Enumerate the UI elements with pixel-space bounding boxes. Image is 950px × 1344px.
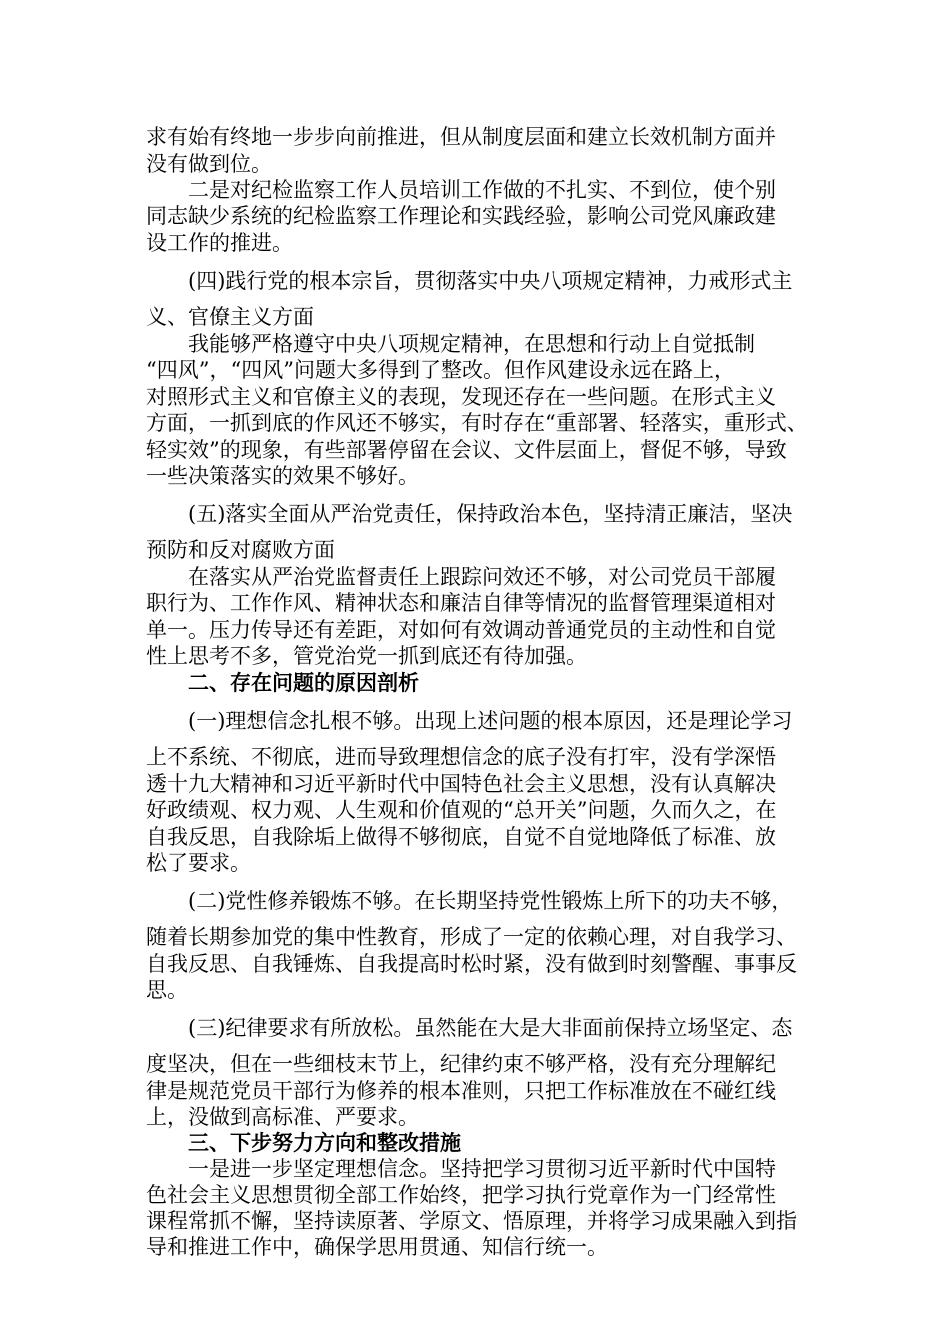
text-line: 随着长期参加党的集中性教育，形成了一定的依赖心理，对自我学习、 xyxy=(146,925,797,949)
text-line: 上，没做到高标准、严要求。 xyxy=(146,1105,419,1129)
text-line: 方面，一抓到底的作风还不够实，有时存在“重部署、轻落实，重形式、 xyxy=(146,411,808,435)
text-line: 色社会主义思想贯彻全部工作始终，把学习执行党章作为一门经常性 xyxy=(146,1183,776,1207)
chapter-heading: 二、存在问题的原因剖析 xyxy=(188,670,419,695)
text-line: (二)党性修养锻炼不够。在长期坚持党性锻炼上所下的功夫不够， xyxy=(188,889,793,913)
text-line: 我能够严格遵守中央八项规定精神，在思想和行动上自觉抵制 xyxy=(188,332,755,356)
text-line: 性上思考不多，管党治党一抓到底还有待加强。 xyxy=(146,644,587,668)
text-line: 同志缺少系统的纪检监察工作理论和实践经验，影响公司党风廉政建 xyxy=(146,204,776,228)
text-line: 一是进一步坚定理想信念。坚持把学习贯彻习近平新时代中国特 xyxy=(188,1157,776,1181)
text-line: 好政绩观、权力观、人生观和价值观的“总开关”问题，久而久之，在 xyxy=(146,798,777,822)
text-line: 对照形式主义和官僚主义的表现，发现还存在一些问题。在形式主义 xyxy=(146,385,776,409)
text-line: 课程常抓不懈，坚持读原著、学原文、悟原理，并将学习成果融入到指 xyxy=(146,1209,797,1233)
text-line: 松了要求。 xyxy=(146,851,251,875)
section-heading: 义、官僚主义方面 xyxy=(146,305,314,329)
text-line: 求有始有终地一步步向前推进，但从制度层面和建立长效机制方面并 xyxy=(146,125,776,149)
text-line: 一些决策落实的效果不够好。 xyxy=(146,464,419,488)
text-line: 职行为、工作作风、精神状态和廉洁自律等情况的监督管理渠道相对 xyxy=(146,591,776,615)
text-line: 律是规范党员干部行为修养的根本准则，只把工作标准放在不碰红线 xyxy=(146,1079,776,1103)
chapter-heading: 三、下步努力方向和整改措施 xyxy=(188,1130,461,1155)
text-line: 思。 xyxy=(146,978,188,1002)
text-line: (三)纪律要求有所放松。虽然能在大是大非面前保持立场坚定、态 xyxy=(188,1016,793,1040)
text-line: 单一。压力传导还有差距，对如何有效调动普通党员的主动性和自觉 xyxy=(146,618,776,642)
text-line: 度坚决，但在一些细枝末节上，纪律约束不够严格，没有充分理解纪 xyxy=(146,1052,776,1076)
text-line: 轻实效”的现象，有些部署停留在会议、文件层面上，督促不够，导致 xyxy=(146,438,787,462)
text-line: “四风”，“四风”问题大多得到了整改。但作风建设永远在路上， xyxy=(146,358,735,382)
text-line: 二是对纪检监察工作人员培训工作做的不扎实、不到位，使个别 xyxy=(188,178,776,202)
text-line: 没有做到位。 xyxy=(146,152,272,176)
text-line: 在落实从严治党监督责任上跟踪问效还不够，对公司党员干部履 xyxy=(188,565,776,589)
text-line: 设工作的推进。 xyxy=(146,231,293,255)
text-line: 透十九大精神和习近平新时代中国特色社会主义思想，没有认真解决 xyxy=(146,772,776,796)
text-line: 导和推进工作中，确保学思用贯通、知信行统一。 xyxy=(146,1235,608,1259)
text-line: 自我反思、自我锤炼、自我提高时松时紧，没有做到时刻警醒、事事反 xyxy=(146,952,797,976)
text-line: 自我反思，自我除垢上做得不够彻底，自觉不自觉地降低了标准、放 xyxy=(146,825,776,849)
text-line: 上不系统、不彻底，进而导致理想信念的底子没有打牢，没有学深悟 xyxy=(146,745,776,769)
text-line: (一)理想信念扎根不够。出现上述问题的根本原因，还是理论学习 xyxy=(188,709,793,733)
section-heading: (四)践行党的根本宗旨，贯彻落实中央八项规定精神，力戒形式主 xyxy=(188,269,793,293)
section-heading: (五)落实全面从严治党责任，保持政治本色，坚持清正廉洁，坚决 xyxy=(188,502,793,526)
section-heading: 预防和反对腐败方面 xyxy=(146,538,335,562)
